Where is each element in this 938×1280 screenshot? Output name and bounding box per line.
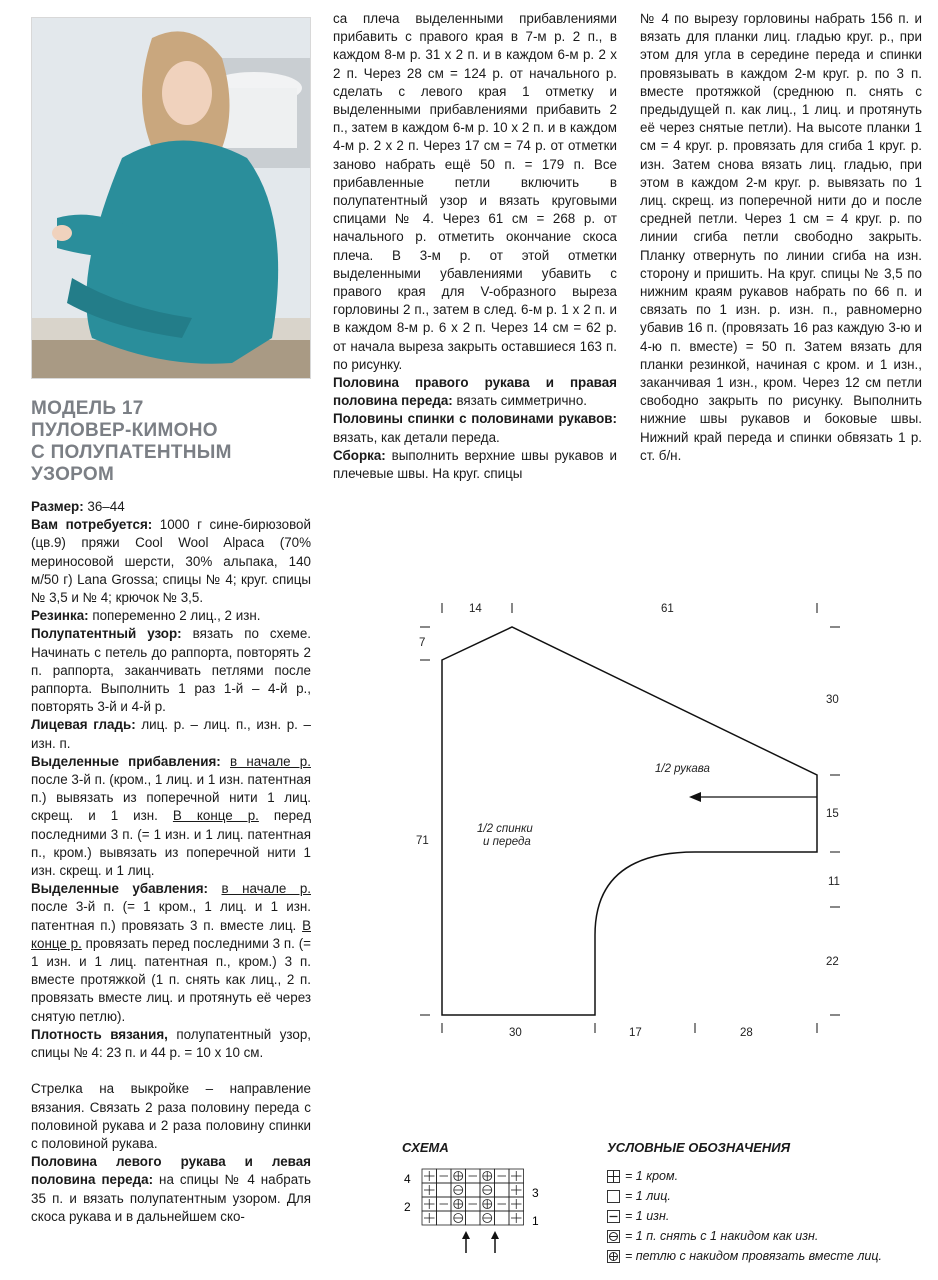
decrease-t2: провязать перед последними 3 п. (= 1 изн. и 1 лиц. патентная п., кром.) 3 п. вместе протяжкой (1 п. снять как лиц., 2 п. провязать вместе лиц. и протянуть её через снятую петлю). — [31, 935, 311, 1024]
assembly-label: Сборка: — [333, 447, 386, 463]
column-3 — [640, 10, 922, 465]
legend-row-knit — [607, 1186, 917, 1206]
left-sleeve-text: на спицы № 4 набрать 35 п. и вязать полупатентным узором. Для скоса рукава и в дальнейшем ско- — [31, 1172, 311, 1224]
title-line-1: МОДЕЛЬ 17 — [31, 398, 144, 419]
sleeve-label: 1/2 рукава — [655, 763, 710, 775]
back-label: Половины спинки с половинами рукавов: — [333, 411, 617, 427]
left-sleeve-label: Половина левого рукава и левая половина переда: — [31, 1154, 311, 1188]
col2-main-text: са плеча выделенными прибавлениями прибавить с правого края в 7-м р. 2 п., в каждом 8-м р. 31 х 2 п. и в каждом 6-м р. 2 х 2 п. Через 28 см = 124 р. от начального р. сделать с левого края 1 отметку и выделенными прибавлениями прибавить 2 п., затем в каждом 6-м р. 10 х 2 п. и в каждом 4-м р. 2 х 2 п. Через 17 см = 74 р. от отметки заново набрать ещё 50 п. = 179 п. Все прибавленные петли включить в полупатентный узор и вязать круговыми спицами № 4. Через 61 см = 268 р. от начального р. отметить окончание скоса плеча. В 3-м р. от этой отметки выделенными убавлениями убавить с правого края для V-образного выреза горловины 2 п., затем в след. 6-м р. 1 х 2 п. и в каждом 8-м р. 6 х 2 п. Через 14 см = 62 р. от начала выреза закрыть оставшиеся 163 п. по рисунку. — [333, 11, 617, 372]
stockinette-paragraph — [31, 716, 311, 752]
dim-right-30: 30 — [826, 694, 839, 706]
increase-t2: перед последними 3 п. (= 1 изн. и 1 лиц. патентная п., кром.) вывязать из поперечной нити 1 изн. скрещ. и 1 лиц. — [31, 808, 312, 879]
semi-paragraph — [31, 625, 311, 716]
stitch-chart — [398, 1163, 548, 1263]
knitting-direction-arrow — [689, 792, 817, 802]
decrease-paragraph — [31, 880, 311, 1026]
back-paragraph — [333, 410, 617, 446]
body-label-1: 1/2 спинки — [477, 823, 533, 835]
rib-text: попеременно 2 лиц., 2 изн. — [88, 608, 261, 624]
chart-cell — [437, 1183, 452, 1197]
legend-row-slip — [607, 1226, 917, 1246]
materials-label: Вам потребуется: — [31, 517, 153, 533]
legend-knit-together-text: = петлю с накидом провязать вместе лиц. — [625, 1249, 882, 1263]
chart-row-4: 4 — [404, 1172, 411, 1186]
size-label: Размер: — [31, 499, 84, 514]
dim-left-upper: 7 — [419, 637, 426, 649]
dim-top-left: 14 — [469, 603, 482, 615]
materials-text: 1000 г сине-бирюзовой (цв.9) пряжи Cool Wool Alpaca (70% мериносовой шерсти, 30% альпака, 140 м/50 г) Lana Grossa; спицы № 4; круг. спицы № 3,5 и № 4; крючок № 3,5. — [31, 517, 311, 606]
left-sleeve-paragraph — [31, 1153, 311, 1226]
body-label-2: и переда — [483, 836, 531, 848]
model-illustration — [32, 18, 310, 378]
assembly-paragraph — [333, 447, 617, 483]
legend-knit-text: = 1 лиц. — [625, 1189, 671, 1203]
assembly-text: выполнить верхние швы рукавов и плечевые швы. На круг. спицы — [333, 447, 617, 482]
semi-label: Полупатентный узор: — [31, 626, 182, 642]
gauge-text: полупатентный узор, спицы № 4: 23 п. и 44 р. = 10 х 10 см. — [31, 1026, 312, 1061]
chart-cell — [466, 1183, 481, 1197]
stockinette-text: лиц. р. – лиц. п., изн. р. – изн. п. — [31, 717, 312, 751]
chart-cell — [466, 1211, 481, 1225]
dimension-ticks — [420, 603, 840, 1033]
semi-text: вязать по схеме. Начинать с петель до раппорта, повторять 2 п. раппорта, заканчивать петлями после раппорта. Выполнить 1 раз 1-й – 4-й р., повторять 3-й и 4-й р. — [31, 626, 311, 715]
decrease-u2: В конце р. — [31, 917, 311, 951]
right-sleeve-label: Половина правого рукава и правая половина переда: — [333, 375, 617, 409]
chart-row-1: 1 — [532, 1214, 539, 1228]
increase-paragraph — [31, 753, 311, 880]
column-1 — [31, 498, 311, 1226]
legend-row-purl — [607, 1206, 917, 1226]
knit-together-icon — [607, 1250, 620, 1263]
decrease-t1: после 3-й п. (= 1 кром., 1 лиц. и 1 изн. патентная п.) провязать 3 п. вместе лиц. — [31, 899, 311, 933]
chart-row-3: 3 — [532, 1186, 539, 1200]
increase-u2: В конце р. — [172, 808, 259, 824]
chart-cell — [437, 1211, 452, 1225]
dim-top-right: 61 — [661, 603, 674, 615]
right-sleeve-paragraph — [333, 374, 617, 410]
increase-t1: после 3-й п. (кром., 1 лиц. и 1 изн. патентная п.) вывязать из поперечной нити 1 лиц. скрещ. и 1 изн. — [31, 772, 311, 824]
legend-slip-text: = 1 п. снять с 1 накидом как изн. — [625, 1229, 819, 1243]
legend-title: УСЛОВНЫЕ ОБОЗНАЧЕНИЯ — [607, 1140, 791, 1155]
legend — [607, 1166, 917, 1266]
right-sleeve-text: вязать симметрично. — [452, 393, 587, 409]
rib-paragraph — [31, 607, 311, 625]
legend-row-edge — [607, 1166, 917, 1186]
column-2 — [333, 10, 617, 483]
schema-title: СХЕМА — [402, 1140, 449, 1155]
knit-stitch-icon — [607, 1190, 620, 1203]
dim-bottom-28: 28 — [740, 1027, 753, 1039]
rib-label: Резинка: — [31, 608, 89, 624]
edge-stitch-icon — [607, 1170, 620, 1183]
model-photo — [31, 17, 311, 379]
gauge-label: Плотность вязания, — [31, 1026, 168, 1042]
chart-row-2: 2 — [404, 1200, 411, 1214]
increase-label: Выделенные прибавления: — [31, 753, 221, 769]
legend-edge-text: = 1 кром. — [625, 1169, 679, 1183]
increase-u1: в начале р. — [230, 753, 311, 769]
arrow-paragraph: Стрелка на выкройке – направление вязания. Связать 2 раза половину переда с половиной рукава и 2 раза половину спинки с половиной рукава. — [31, 1081, 311, 1151]
decrease-label: Выделенные убавления: — [31, 881, 208, 897]
stockinette-label: Лицевая гладь: — [31, 717, 136, 733]
gauge-paragraph — [31, 1026, 311, 1062]
model-title — [31, 398, 311, 486]
pattern-diagram — [405, 595, 860, 1040]
col3-text: № 4 по вырезу горловины набрать 156 п. и вязать для планки лиц. гладью круг. р., при этом для угла в середине переда и спинки провязывать в каждом 2-м круг. р. по 3 п. вместе протяжкой (среднюю п. снять с предыдущей п. как лиц., 1 лиц. и протянуть её через снятые петли). На высоте планки 1 см = 4 круг. р. провязать для сгиба 1 круг. р. изн. Затем снова вязать лиц. гладью, при этом в каждом 2-м круг. р. вывязать по 1 лиц. скрещ. из поперечной нити до и после средней петли. Через 1 см = 4 круг. р. по линии сгиба петли свободно закрыть. Планку отвернуть по линии сгиба на изн. сторону и пришить. На круг. спицы № 3,5 по нижним краям рукавов набрать по 66 п. и связать по 1 изн. р. изн. п., равномерно убавив 16 п. (провязать 16 раз каждую 3-ю и 4-ю п. вместе) = 50 п. Затем вязать для планки резинкой, начиная с кром. и 1 изн., заканчивая 1 изн., кром. Через 12 см петли свободно закрыть по рисунку. Выполнить нижние швы рукавов и боковые швы. Нижний край переда и спинки обвязать 1 р. ст. б/н. — [640, 11, 922, 463]
pattern-outline — [442, 627, 817, 1015]
title-line-3: С ПОЛУПАТЕНТНЫМ — [31, 442, 232, 463]
dim-bottom-30: 30 — [509, 1027, 522, 1039]
title-line-2: ПУЛОВЕР-КИМОНО — [31, 420, 218, 441]
decrease-u1: в начале р. — [221, 881, 311, 897]
dim-right-15: 15 — [826, 808, 839, 820]
slip-yo-icon — [607, 1230, 620, 1243]
legend-purl-text: = 1 изн. — [625, 1209, 670, 1223]
dim-right-11: 11 — [828, 876, 840, 888]
title-line-4: УЗОРОМ — [31, 464, 115, 485]
chart-grid — [422, 1169, 524, 1225]
legend-row-knit-together — [607, 1246, 917, 1266]
size-paragraph — [31, 498, 311, 516]
materials-paragraph — [31, 516, 311, 607]
size-value: 36–44 — [83, 499, 125, 514]
dim-bottom-17: 17 — [629, 1027, 642, 1039]
purl-stitch-icon — [607, 1210, 620, 1223]
dim-left-main: 71 — [416, 835, 429, 847]
back-text: вязать, как детали переда. — [333, 429, 500, 445]
chart-arrows — [462, 1231, 499, 1253]
dim-right-22: 22 — [826, 956, 839, 968]
chart-cell — [495, 1211, 510, 1225]
chart-cell — [495, 1183, 510, 1197]
